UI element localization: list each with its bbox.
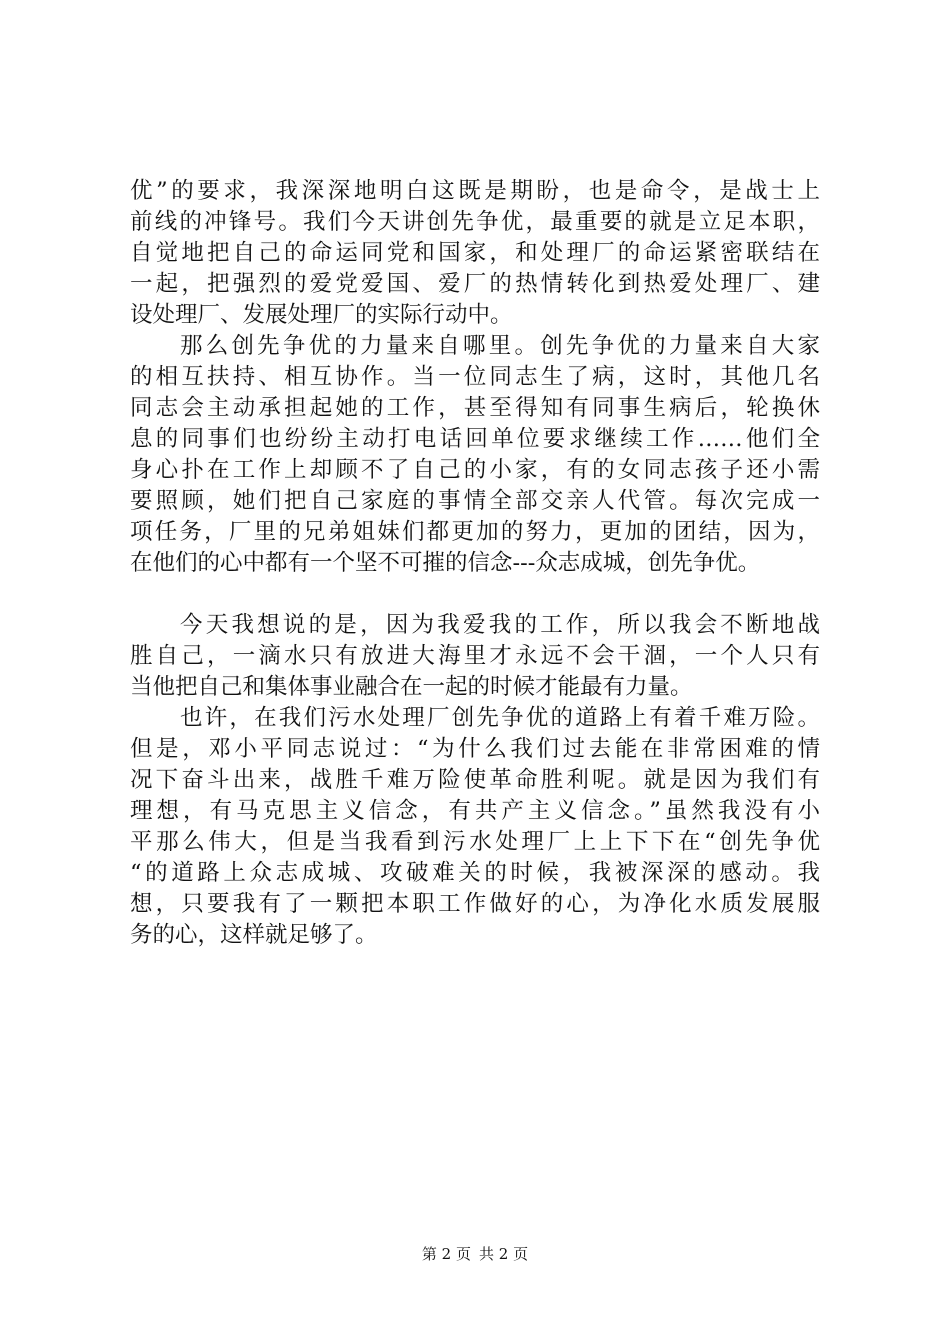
text-line: 同志会主动承担起她的工作，甚至得知有同事生病后，轮换休 — [130, 395, 820, 421]
text-line: 身心扑在工作上却顾不了自己的小家，有的女同志孩子还小需 — [130, 457, 820, 483]
text-line: 在他们的心中都有一个坚不可摧的信念---众志成城，创先争优。 — [130, 550, 761, 576]
text-line: 息的同事们也纷纷主动打电话回单位要求继续工作……他们全 — [130, 426, 820, 452]
text-line: 理想，有马克思主义信念，有共产主义信念。”虽然我没有小 — [130, 798, 820, 824]
text-line: 自觉地把自己的命运同党和国家，和处理厂的命运紧密联结在 — [130, 240, 820, 266]
text-line: 胜自己，一滴水只有放进大海里才永远不会干涸，一个人只有 — [130, 643, 820, 669]
page-number: 第 2 页 — [421, 1245, 471, 1263]
paragraph-1 — [130, 176, 820, 331]
text-line: 那么创先争优的力量来自哪里。创先争优的力量来自大家 — [180, 333, 820, 359]
text-line: 平那么伟大，但是当我看到污水处理厂上上下下在“创先争优 — [130, 829, 820, 855]
page-footer — [0, 1243, 950, 1264]
text-line: 也许，在我们污水处理厂创先争优的道路上有着千难万险。 — [180, 705, 820, 731]
text-line: 务的心，这样就足够了。 — [130, 922, 378, 948]
paragraph-2 — [130, 331, 820, 579]
text-line: 优”的要求，我深深地明白这既是期盼，也是命令，是战士上 — [130, 178, 820, 204]
text-line: 要照顾，她们把自己家庭的事情全部交亲人代管。每次完成一 — [130, 488, 820, 514]
text-line: 设处理厂、发展处理厂的实际行动中。 — [130, 302, 513, 328]
text-line: 前线的冲锋号。我们今天讲创先争优，最重要的就是立足本职， — [130, 209, 820, 235]
text-line: 但是，邓小平同志说过：“为什么我们过去能在非常困难的情 — [130, 736, 820, 762]
text-line: “的道路上众志成城、攻破难关的时候，我被深深的感动。我 — [130, 860, 820, 886]
text-line: 今天我想说的是，因为我爱我的工作，所以我会不断地战 — [180, 612, 820, 638]
page-total: 共 2 页 — [479, 1245, 529, 1263]
text-line: 一起，把强烈的爱党爱国、爱厂的热情转化到热爱处理厂、建 — [130, 271, 820, 297]
paragraph-gap — [130, 579, 820, 610]
paragraph-3 — [130, 610, 820, 703]
document-body — [130, 176, 820, 951]
text-line: 的相互扶持、相互协作。当一位同志生了病，这时，其他几名 — [130, 364, 820, 390]
text-line: 况下奋斗出来，战胜千难万险使革命胜利呢。就是因为我们有 — [130, 767, 820, 793]
text-line: 项任务，厂里的兄弟姐妹们都更加的努力，更加的团结，因为， — [130, 519, 820, 545]
text-line: 想，只要我有了一颗把本职工作做好的心，为净化水质发展服 — [130, 891, 820, 917]
text-line: 当他把自己和集体事业融合在一起的时候才能最有力量。 — [130, 674, 693, 700]
paragraph-4 — [130, 703, 820, 951]
